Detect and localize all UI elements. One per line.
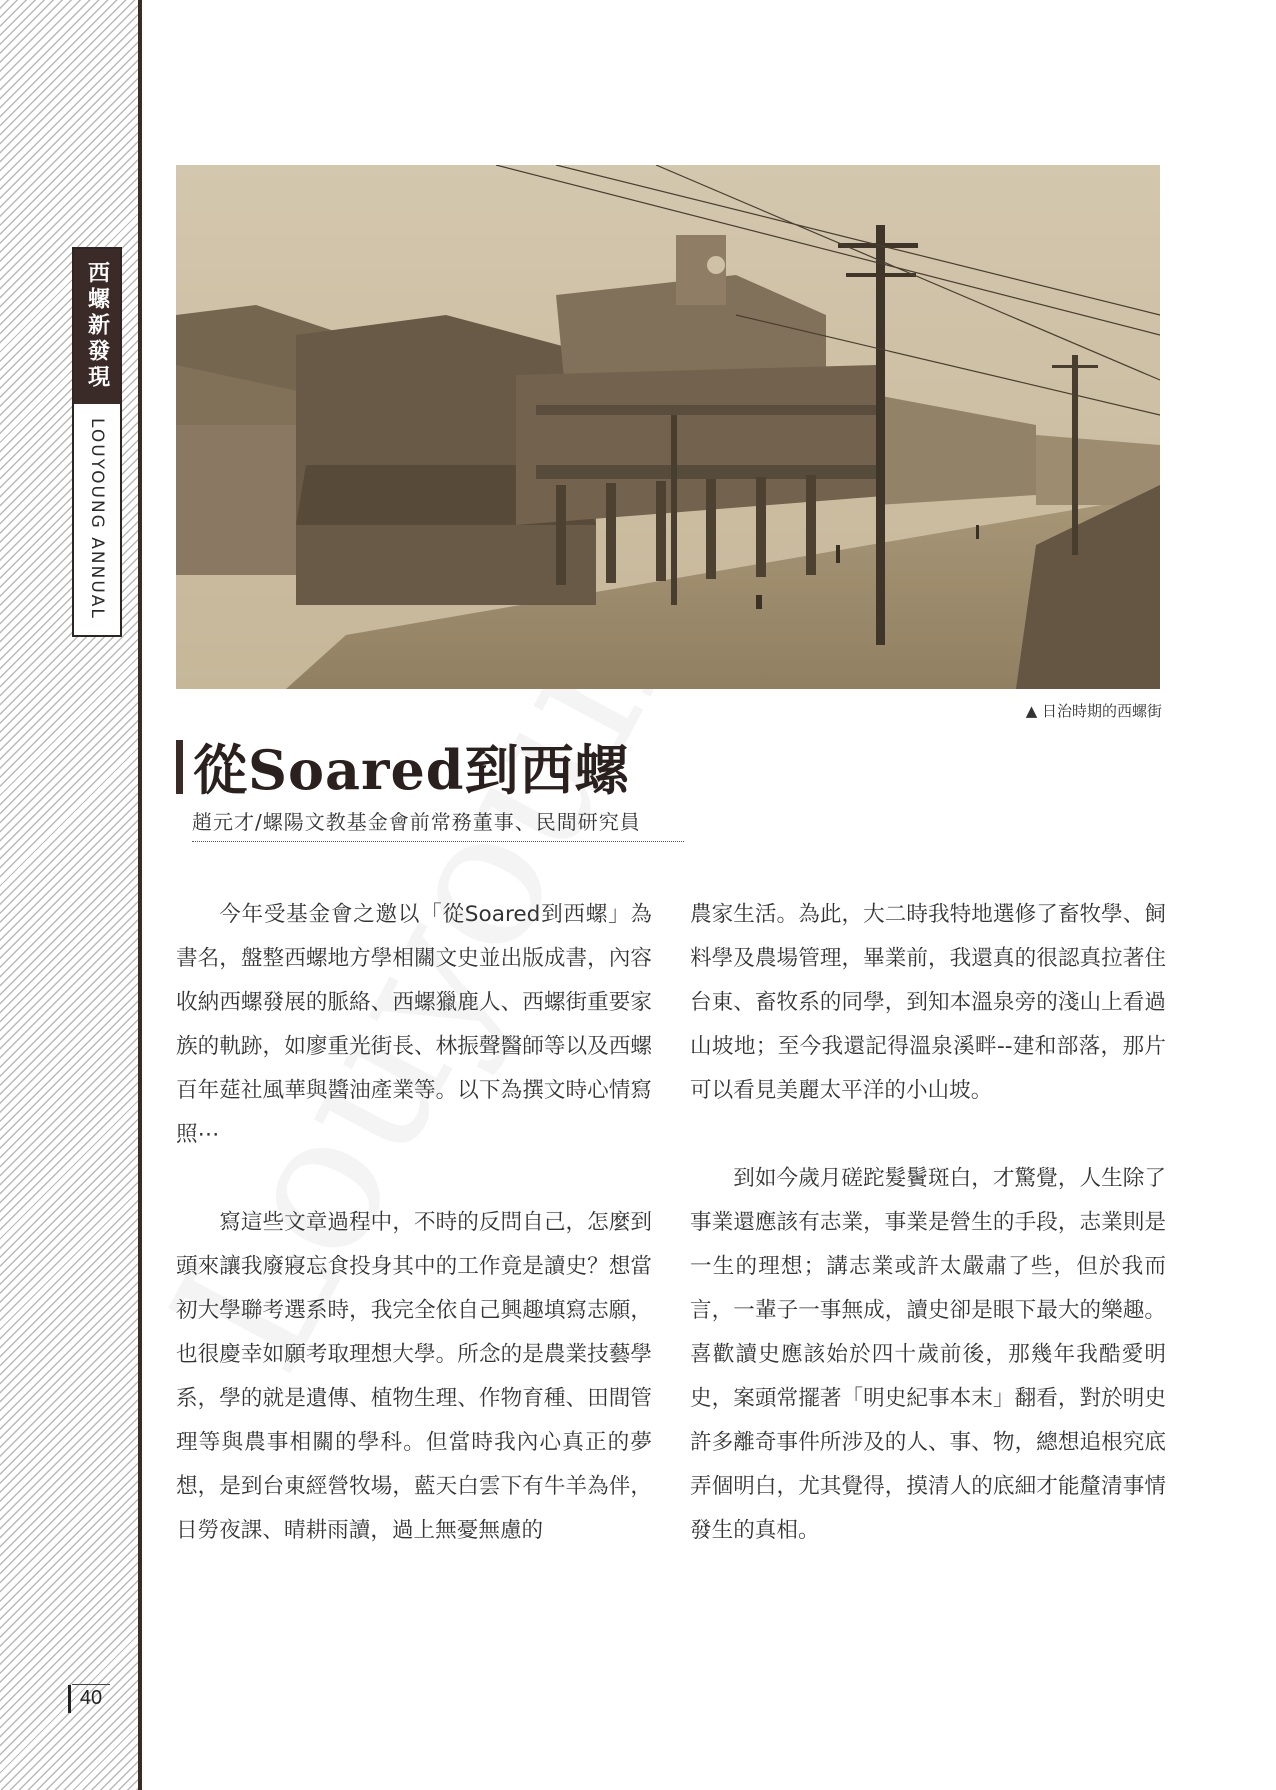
section-title-zh: 西螺新發現: [84, 261, 110, 391]
section-tab-en: [74, 404, 120, 620]
page-number: [72, 1684, 110, 1710]
paragraph: 到如今歲月磋跎髮鬢斑白，才驚覺，人生除了事業還應該有志業，事業是營生的手段，志業則是一生的理想；講志業或許太嚴肅了些，但於我而言，一輩子一事無成，讀史卻是眼下最大的樂趣。喜歡讀史應該始於四十歲前後，那幾年我酷愛明史，案頭常擺著「明史紀事本末」翻看，對於明史許多離奇事件所涉及的人、事、物，總想追根究底弄個明白，尤其覺得，摸清人的底細才能釐清事情發生的真相。: [690, 1166, 1166, 1543]
article-title-block: [176, 728, 630, 805]
paragraph: 農家生活。為此，大二時我特地選修了畜牧學、飼料學及農場管理，畢業前，我還真的很認真拉著住台東、畜牧系的同學，到知本溫泉旁的淺山上看過山坡地；至今我還記得溫泉溪畔--建和部落，那片可以看見美麗太平洋的小山坡。: [690, 902, 1166, 1103]
photo-caption: ▲ 日治時期的西螺街: [1025, 702, 1162, 720]
page-number-bar: [68, 1685, 71, 1713]
section-tab-zh: [74, 249, 120, 404]
historic-street-photo: [176, 165, 1160, 689]
right-column: [690, 893, 1166, 1553]
article-author: 趙元才/螺陽文教基金會前常務董事、民間研究員: [192, 806, 684, 842]
paragraph: 今年受基金會之邀以「從Soared到西螺」為書名，盤整西螺地方學相關文史並出版成書，內容收納西螺發展的脈絡、西螺獵鹿人、西螺街重要家族的軌跡，如廖重光街長、林振聲醫師等以及西螺百年莚社風華與醬油產業等。以下為撰文時心情寫照⋯: [176, 902, 652, 1147]
title-bar: [176, 740, 183, 794]
page-number-text: 40: [79, 1687, 103, 1709]
left-column: [176, 893, 652, 1553]
section-title-en: LOUYOUNG ANNUAL: [87, 418, 107, 620]
paragraph: 寫這些文章過程中，不時的反問自己，怎麼到頭來讓我廢寢忘食投身其中的工作竟是讀史？想當初大學聯考選系時，我完全依自己興趣填寫志願，也很慶幸如願考取理想大學。所念的是農業技藝學系，學的就是遺傳、植物生理、作物育種、田間管理等與農事相關的學科。但當時我內心真正的夢想，是到台東經營牧場，藍天白雲下有牛羊為伴，日勞夜課、晴耕雨讀，過上無憂無慮的: [176, 1210, 652, 1543]
margin-rule: [138, 0, 142, 1790]
article-title: 從Soared到西螺: [193, 738, 630, 802]
section-tab: [72, 247, 122, 637]
